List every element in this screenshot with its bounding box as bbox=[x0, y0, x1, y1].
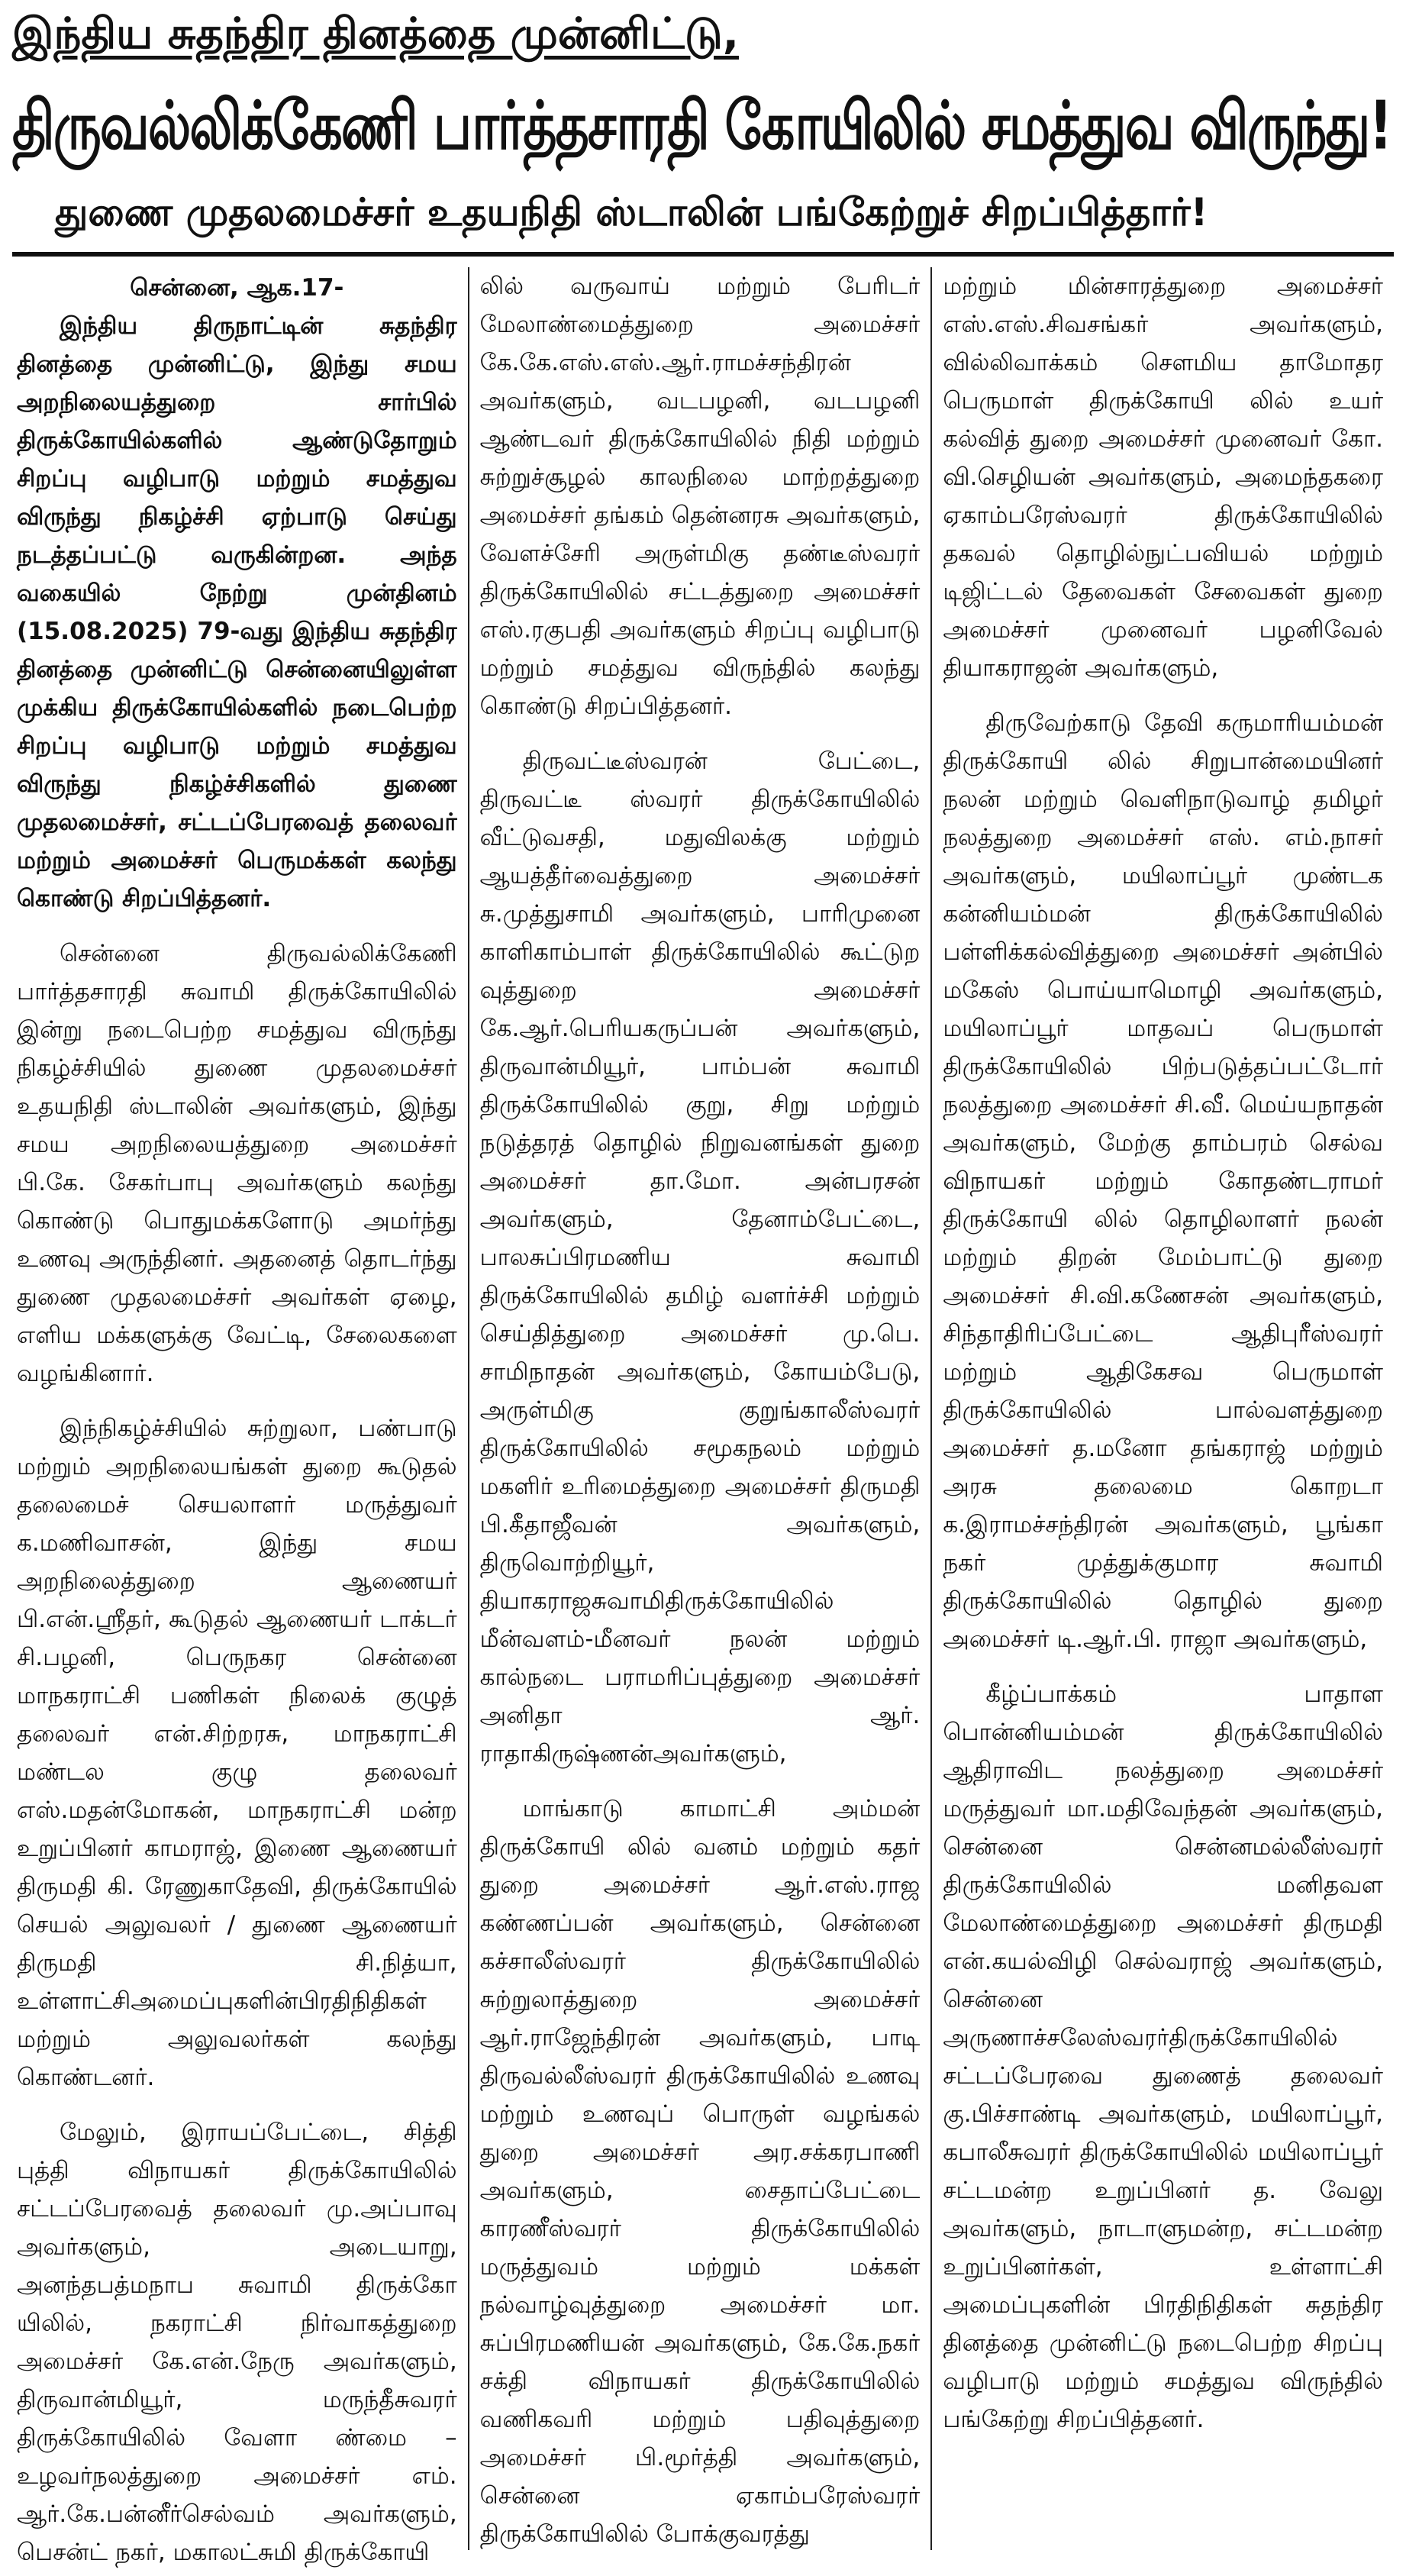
body-paragraph: மாங்காடு காமாட்சி அம்மன் திருக்கோயி லில் வனம் மற்றும் கதர் துறை அமைச்சர் ஆர்.எஸ்.ராஜ கண்ணப்பன் அவர்களும், சென்னை கச்சாலீஸ்வரர் திருக்கோயிலில் சுற்றுலாத்துறை அமைச்சர் ஆர்.ராஜேந்திரன் அவர்களும், பாடி திருவல்லீஸ்வரர் திருக்கோயிலில் உணவு மற்றும் உணவுப் பொருள் வழங்கல் துறை அமைச்சர் அர.சக்கரபாணி அவர்களும், சைதாப்பேட்டை காரணீஸ்வரர் திருக்கோயிலில் மருத்துவம் மற்றும் மக்கள் நல்வாழ்வுத்துறை அமைச்சர் மா. சுப்பிரமணியன் அவர்களும், கே.கே.நகர் சக்தி விநாயகர் திருக்கோயிலில் வணிகவரி மற்றும் பதிவுத்துறை அமைச்சர் பி.மூர்த்தி அவர்களும், சென்னை ஏகாம்பரேஸ்வரர் திருக்கோயிலில் போக்குவரத்து bbox=[479, 1795, 921, 2548]
article-kicker: இந்திய சுதந்திர தினத்தை முன்னிட்டு, bbox=[12, 9, 739, 59]
body-paragraph: திருவேற்காடு தேவி கருமாரியம்மன் திருக்கோயி லில் சிறுபான்மையினர் நலன் மற்றும் வெளிநாடுவாழ் தமிழர் நலத்துறை அமைச்சர் எஸ். எம்.நாசர் அவர்களும், மயிலாப்பூர் முண்டக கன்னியம்மன் திருக்கோயிலில் பள்ளிக்கல்வித்துறை அமைச்சர் அன்பில் மகேஸ் பொய்யாமொழி அவர்களும், மயிலாப்பூர் மாதவப் பெருமாள் திருக்கோயிலில் பிற்படுத்தப்பட்டோர் நலத்துறை அமைச்சர் சி.வீ. மெய்யநாதன் அவர்களும், மேற்கு தாம்பரம் செல்வ விநாயகர் மற்றும் கோதண்டராமர் திருக்கோயி லில் தொழிலாளர் நலன் மற்றும் திறன் மேம்பாட்டு துறை அமைச்சர் சி.வி.கணேசன் அவர்களும், சிந்தாதிரிப்பேட்டை ஆதிபுரீஸ்வரர் மற்றும் ஆதிகேசவ பெருமாள் திருக்கோயிலில் பால்வளத்துறை அமைச்சர் த.மனோ தங்கராஜ் மற்றும் அரசு தலைமை கொறடா க.இராமச்சந்திரன் அவர்களும், பூங்கா நகர் முத்துக்குமார சுவாமி திருக்கோயிலில் தொழில் துறை அமைச்சர் டி.ஆர்.பி. ராஜா அவர்களும், bbox=[943, 709, 1384, 1653]
article-column-2 bbox=[468, 267, 931, 2550]
article-headline: திருவல்லிக்கேணி பார்த்தசாரதி கோயிலில் சமத்துவ விருந்து! bbox=[12, 88, 1391, 166]
body-paragraph: இந்நிகழ்ச்சியில் சுற்றுலா, பண்பாடு மற்றும் அறநிலையங்கள் துறை கூடுதல் தலைமைச் செயலாளர் மருத்துவர் க.மணிவாசன், இந்து சமய அறநிலைத்துறை ஆணையர் பி.என்.ஸ்ரீதர், கூடுதல் ஆணையர் டாக்டர் சி.பழனி, பெருநகர சென்னை மாநகராட்சி பணிகள் நிலைக் குழுத் தலைவர் என்.சிற்றரசு, மாநகராட்சி மண்டல குழு தலைவர் எஸ்.மதன்மோகன், மாநகராட்சி மன்ற உறுப்பினர் காமராஜ், இணை ஆணையர் திருமதி கி. ரேணுகாதேவி, திருக்கோயில் செயல் அலுவலர் / துணை ஆணையர் திருமதி சி.நித்யா, உள்ளாட்சிஅமைப்புகளின்பிரதிநிதிகள் மற்றும் அலுவலர்கள் கலந்து கொண்டனர். bbox=[17, 1415, 457, 2091]
article-subheadline: துணை முதலமைச்சர் உதயநிதி ஸ்டாலின் பங்கேற்றுச் சிறப்பித்தார்! bbox=[12, 182, 1394, 257]
article-column-3 bbox=[930, 267, 1394, 2550]
article-column-1 bbox=[12, 267, 468, 2566]
body-paragraph: மேலும், இராயப்பேட்டை, சித்தி புத்தி விநாயகர் திருக்கோயிலில் சட்டப்பேரவைத் தலைவர் மு.அப்பாவு அவர்களும், அடையாறு, அனந்தபத்மநாப சுவாமி திருக்கோ யிலில், நகராட்சி நிர்வாகத்துறை அமைச்சர் கே.என்.நேரு அவர்களும், திருவான்மியூர், மருந்தீசுவரர் திருக்கோயிலில் வேளா ண்மை – உழவர்நலத்துறை அமைச்சர் எம். ஆர்.கே.பன்னீர்செல்வம் அவர்களும், பெசன்ட் நகர், மகாலட்சுமி திருக்கோயி bbox=[17, 2119, 457, 2566]
dateline: சென்னை, ஆக.17- bbox=[130, 274, 344, 302]
body-paragraph: கீழ்ப்பாக்கம் பாதாள பொன்னியம்மன் திருக்கோயிலில் ஆதிராவிட நலத்துறை அமைச்சர் மருத்துவர் மா.மதிவேந்தன் அவர்களும், சென்னை சென்னமல்லீஸ்வரர் திருக்கோயிலில் மனிதவள மேலாண்மைத்துறை அமைச்சர் திருமதி என்.கயல்விழி செல்வராஜ் அவர்களும், சென்னை அருணாச்சலேஸ்வரர்திருக்கோயிலில் சட்டப்பேரவை துணைத் தலைவர் கு.பிச்சாண்டி அவர்களும், மயிலாப்பூர், கபாலீசுவரர் திருக்கோயிலில் மயிலாப்பூர் சட்டமன்ற உறுப்பினர் த. வேலு அவர்களும், நாடாளுமன்ற, சட்டமன்ற உறுப்பினர்கள், உள்ளாட்சி அமைப்புகளின் பிரதிநிதிகள் சுதந்திர தினத்தை முன்னிட்டு நடைபெற்ற சிறப்பு வழிபாடு மற்றும் சமத்துவ விருந்தில் பங்கேற்று சிறப்பித்தனர். bbox=[943, 1680, 1384, 2433]
body-paragraph: திருவட்டீஸ்வரன் பேட்டை, திருவட்டீ ஸ்வரர் திருக்கோயிலில் வீட்டுவசதி, மதுவிலக்கு மற்றும் ஆயத்தீர்வைத்துறை அமைச்சர் சு.முத்துசாமி அவர்களும், பாரிமுனை காளிகாம்பாள் திருக்கோயிலில் கூட்டுற வுத்துறை அமைச்சர் கே.ஆர்.பெரியகருப்பன் அவர்களும், திருவான்மியூர், பாம்பன் சுவாமி திருக்கோயிலில் குறு, சிறு மற்றும் நடுத்தரத் தொழில் நிறுவனங்கள் துறை அமைச்சர் தா.மோ. அன்பரசன் அவர்களும், தேனாம்பேட்டை, பாலசுப்பிரமணிய சுவாமி திருக்கோயிலில் தமிழ் வளர்ச்சி மற்றும் செய்தித்துறை அமைச்சர் மு.பெ. சாமிநாதன் அவர்களும், கோயம்பேடு, அருள்மிகு குறுங்காலீஸ்வரர் திருக்கோயிலில் சமூகநலம் மற்றும் மகளிர் உரிமைத்துறை அமைச்சர் திருமதி பி.கீதாஜீவன் அவர்களும், திருவொற்றியூர், தியாகராஜசுவாமிதிருக்கோயிலில் மீன்வளம்-மீனவர் நலன் மற்றும் கால்நடை பராமரிப்புத்துறை அமைச்சர் அனிதா ஆர். ராதாகிருஷ்ணன்அவர்களும், bbox=[479, 747, 921, 1767]
lead-paragraph: இந்திய திருநாட்டின் சுதந்திர தினத்தை முன்னிட்டு, இந்து சமய அறநிலையத்துறை சார்பில் திருக்கோயில்களில் ஆண்டுதோறும் சிறப்பு வழிபாடு மற்றும் சமத்துவ விருந்து நிகழ்ச்சி ஏற்பாடு செய்து நடத்தப்பட்டு வருகின்றன. அந்த வகையில் நேற்று முன்தினம் (15.08.2025) 79-வது இந்திய சுதந்திர தினத்தை முன்னிட்டு சென்னையிலுள்ள முக்கிய திருக்கோயில்களில் நடைபெற்ற சிறப்பு வழிபாடு மற்றும் சமத்துவ விருந்து நிகழ்ச்சிகளில் துணை முதலமைச்சர், சட்டப்பேரவைத் தலைவர் மற்றும் அமைச்சர் பெருமக்கள் கலந்து கொண்டு சிறப்பித்தனர். bbox=[17, 312, 457, 912]
body-paragraph: சென்னை திருவல்லிக்கேணி பார்த்தசாரதி சுவாமி திருக்கோயிலில் இன்று நடைபெற்ற சமத்துவ விருந்து நிகழ்ச்சியில் துணை முதலமைச்சர் உதயநிதி ஸ்டாலின் அவர்களும், இந்து சமய அறநிலையத்துறை அமைச்சர் பி.கே. சேகர்பாபு அவர்களும் கலந்து கொண்டு பொதுமக்களோடு அமர்ந்து உணவு அருந்தினர். அதனைத் தொடர்ந்து துணை முதலமைச்சர் அவர்கள் ஏழை, எளிய மக்களுக்கு வேட்டி, சேலைகளை வழங்கினார். bbox=[17, 940, 457, 1387]
article-body bbox=[12, 267, 1394, 2566]
body-paragraph: மற்றும் மின்சாரத்துறை அமைச்சர் எஸ்.எஸ்.சிவசங்கர் அவர்களும், வில்லிவாக்கம் சௌமிய தாமோதர பெருமாள் திருக்கோயி லில் உயர் கல்வித் துறை அமைச்சர் முனைவர் கோ. வி.செழியன் அவர்களும், அமைந்தகரை ஏகாம்பரேஸ்வரர் திருக்கோயிலில் தகவல் தொழில்நுட்பவியல் மற்றும் டிஜிட்டல் தேவைகள் சேவைகள் துறை அமைச்சர் முனைவர் பழனிவேல் தியாகராஜன் அவர்களும், bbox=[943, 273, 1384, 682]
body-paragraph: லில் வருவாய் மற்றும் பேரிடர் மேலாண்மைத்துறை அமைச்சர் கே.கே.எஸ்.எஸ்.ஆர்.ராமச்சந்திரன் அவர்களும், வடபழனி, வடபழனி ஆண்டவர் திருக்கோயிலில் நிதி மற்றும் சுற்றுச்சூழல் காலநிலை மாற்றத்துறை அமைச்சர் தங்கம் தென்னரசு அவர்களும், வேளச்சேரி அருள்மிகு தண்டீஸ்வரர் திருக்கோயிலில் சட்டத்துறை அமைச்சர் எஸ்.ரகுபதி அவர்களும் சிறப்பு வழிபாடு மற்றும் சமத்துவ விருந்தில் கலந்து கொண்டு சிறப்பித்தனர். bbox=[479, 273, 921, 720]
